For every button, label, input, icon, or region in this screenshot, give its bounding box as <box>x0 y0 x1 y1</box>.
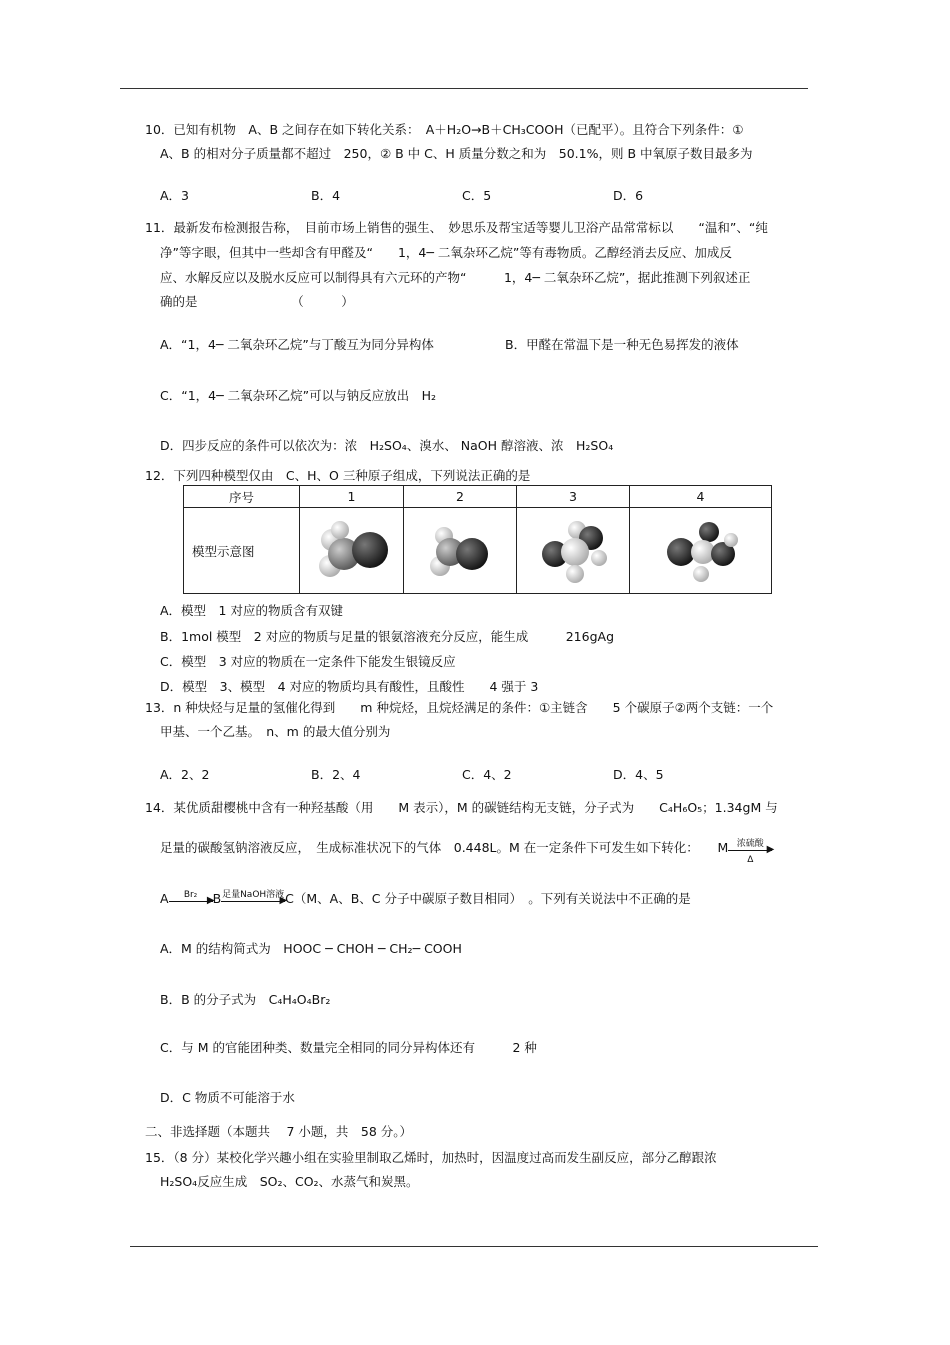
table-header-2: 2 <box>404 486 517 508</box>
q12-option-b: B．1mol 模型 2 对应的物质与足量的银氨溶液充分反应，能生成 216gAg <box>160 629 615 644</box>
q14-line1: 14．某优质甜樱桃中含有一种羟基酸（用 M 表示），M 的碳链结构无支链，分子式为 C₄H₆O₅；1.34gM 与 <box>145 800 778 815</box>
model-3-image <box>517 508 630 594</box>
q14-option-d: D．C 物质不可能溶于水 <box>160 1090 295 1105</box>
q14-option-a: A．M 的结构简式为 HOOC ─ CHOH ─ CH₂─ COOH <box>160 941 462 956</box>
row-label: 模型示意图 <box>184 508 300 594</box>
q13-option-c: C．4、2 <box>462 767 512 782</box>
model-2-image <box>404 508 517 594</box>
model-table <box>183 485 772 594</box>
q10-option-a: A．3 <box>160 188 190 203</box>
q13-option-d: D．4、5 <box>613 767 664 782</box>
q11-option-d: D．四步反应的条件可以依次为：浓 H₂SO₄、溴水、 NaOH 醇溶液、浓 H₂SO₄ <box>160 438 614 453</box>
model-4-image <box>630 508 772 594</box>
q14-line2 <box>160 838 775 865</box>
q11-line1: 11．最新发布检测报告称， 目前市场上销售的强生、 妙思乐及帮宝适等婴儿卫浴产品常常标以 “温和”、“纯 <box>145 220 768 235</box>
q10-line2: A、B 的相对分子质量都不超过 250，② B 中 C、H 质量分数之和为 50.1%，则 B 中氧原子数目最多为 <box>160 146 753 161</box>
footer-rule <box>130 1246 818 1247</box>
q13-line2: 甲基、一个乙基。 n、m 的最大值分别为 <box>160 724 391 739</box>
model-1-image <box>300 508 404 594</box>
q13-option-b: B．2、4 <box>311 767 361 782</box>
molecule-model-1 <box>312 516 392 586</box>
q10-option-b: B．4 <box>311 188 341 203</box>
arrow-br2: Br₂ ▶ <box>169 893 213 907</box>
q12-option-c: C．模型 3 对应的物质在一定条件下能发生银镜反应 <box>160 654 456 669</box>
q14-b-label: B <box>212 891 222 906</box>
q11-line2: 净”等字眼，但其中一些却含有甲醛及“ 1，4─ 二氧杂环乙烷”等有毒物质。乙醇经消去反应、加成反 <box>160 245 732 260</box>
q12-option-a: A．模型 1 对应的物质含有双键 <box>160 603 343 618</box>
arrow2-top: Br₂ <box>183 889 198 900</box>
q13-line1: 13．n 种炔烃与足量的氢催化得到 m 种烷烃，且烷烃满足的条件：①主链含 5 个碳原子②两个支链：一个 <box>145 700 774 715</box>
molecule-model-2 <box>420 516 500 586</box>
q12-stem: 12．下列四种模型仅由 C、H、O 三种原子组成，下列说法正确的是 <box>145 468 531 483</box>
q11-option-c: C．“1，4─ 二氧杂环乙烷”可以与钠反应放出 H₂ <box>160 388 436 403</box>
q15-line1: 15．（8 分）某校化学兴趣小组在实验里制取乙烯时，加热时，因温度过高而发生副反应，部分乙醇跟浓 <box>145 1150 717 1165</box>
table-header-3: 3 <box>517 486 630 508</box>
q14-line3 <box>160 891 691 907</box>
q14-option-c: C．与 M 的官能团种类、数量完全相同的同分异构体还有 2 种 <box>160 1040 537 1055</box>
q14-line2-text: 足量的碳酸氢钠溶液反应， 生成标准状况下的气体 0.448L。M 在一定条件下可发生如下转化： M <box>160 840 729 855</box>
q14-option-b: B．B 的分子式为 C₄H₄O₄Br₂ <box>160 992 331 1007</box>
q10-line1: 10．已知有机物 A、B 之间存在如下转化关系： A＋H₂O→B＋CH₃COOH（已配平）。且符合下列条件：① <box>145 122 744 137</box>
q11-option-a: A．“1，4─ 二氧杂环乙烷”与丁酸互为同分异构体 <box>160 337 434 352</box>
q15-line2: H₂SO₄反应生成 SO₂、CO₂、水蒸气和炭黑。 <box>160 1174 419 1189</box>
molecule-model-3 <box>533 516 613 586</box>
q10-option-c: C．5 <box>462 188 492 203</box>
q11-option-b: B．甲醛在常温下是一种无色易挥发的液体 <box>505 337 739 352</box>
arrow3-top: 足量NaOH溶液 <box>222 889 285 900</box>
q11-line4: 确的是 （ ） <box>160 294 354 309</box>
molecule-model-4 <box>661 516 741 586</box>
table-header-index: 序号 <box>184 486 300 508</box>
header-rule <box>120 88 808 89</box>
q12-option-d: D．模型 3、模型 4 对应的物质均具有酸性，且酸性 4 强于 3 <box>160 679 539 694</box>
q14-c-text: C（M、A、B、C 分子中碳原子数目相同） 。下列有关说法中不正确的是 <box>285 891 691 906</box>
q11-line3: 应、水解反应以及脱水反应可以制得具有六元环的产物“ 1，4─ 二氧杂环乙烷”，据此推测下列叙述正 <box>160 270 751 285</box>
arrow-conc-sulfuric: 浓硫酸 ▶ Δ <box>728 842 772 856</box>
q13-option-a: A．2、2 <box>160 767 210 782</box>
table-header-4: 4 <box>630 486 772 508</box>
arrow1-bottom: Δ <box>747 854 754 865</box>
arrow-naoh: 足量NaOH溶液 ▶ <box>221 893 285 907</box>
arrow1-top: 浓硫酸 <box>736 838 764 849</box>
q10-option-d: D．6 <box>613 188 644 203</box>
table-header-1: 1 <box>300 486 404 508</box>
section-2-heading: 二、非选择题（本题共 7 小题，共 58 分。） <box>145 1124 413 1139</box>
q14-a-label: A <box>160 891 169 906</box>
